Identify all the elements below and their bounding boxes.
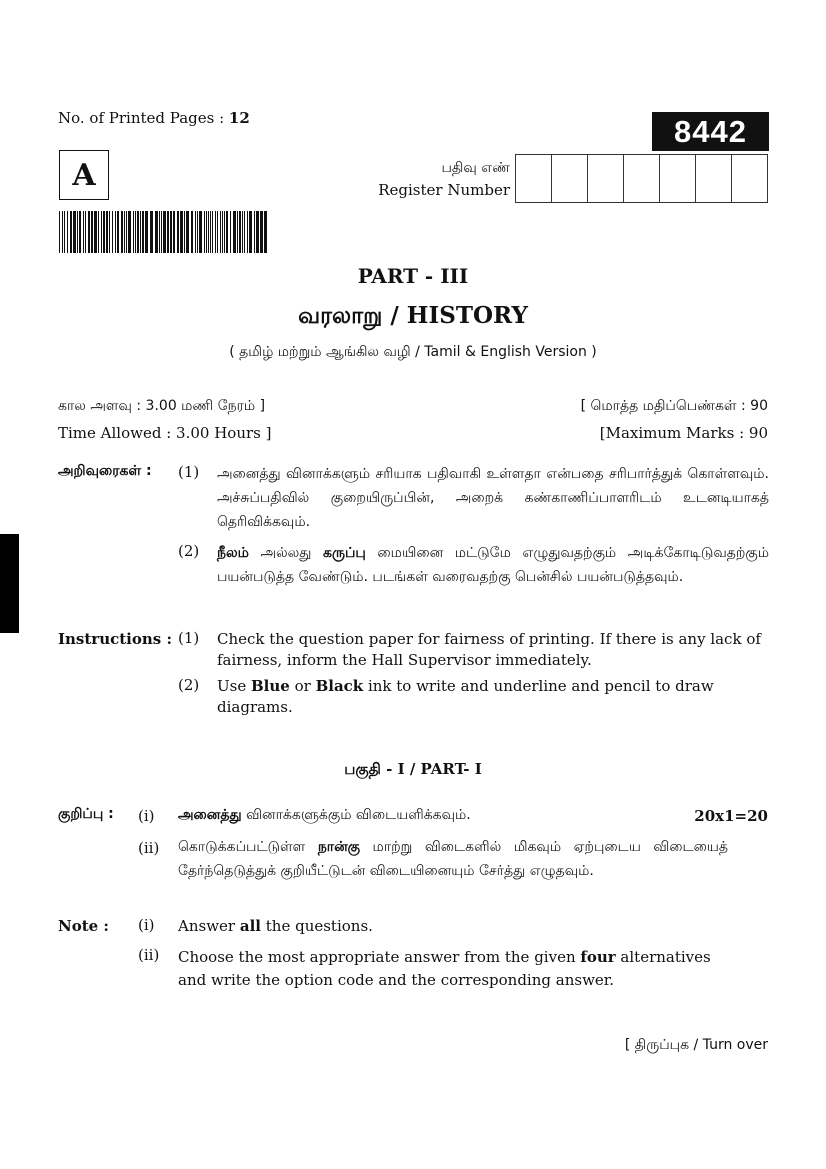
note-english-number: (ii) [138,946,160,964]
or-english: or [289,677,316,695]
or-tamil: அல்லது [248,545,324,561]
note-english-rest: the questions. [260,917,373,935]
note-english-bold: all [239,917,261,935]
note-english-number: (i) [138,916,155,934]
paper-code-badge: 8442 [652,112,769,151]
ink-blue-english: Blue [250,677,290,695]
note-tamil-number: (i) [138,807,155,825]
note-tamil-text [178,835,728,883]
note-tamil-rest: மாற்று விடைகளில் மிகவும் ஏற்புடைய விடையைத் தேர்ந்தெடுத்துக் குறியீட்டுடன் விடையினையும் சேர்த்து எழுதவும். [178,839,729,879]
printed-pages-label: No. of Printed Pages : [58,109,225,127]
register-digit-box[interactable] [516,155,552,202]
note-english-text [178,916,373,937]
register-digit-box[interactable] [732,155,767,202]
max-marks-english: [Maximum Marks : 90 [599,424,768,442]
note-english-pre: Answer [178,917,240,935]
version-line: ( தமிழ் மற்றும் ஆங்கில வழி / Tamil & English Version ) [229,344,597,360]
part-title: PART - III [357,264,469,288]
ink-blue-tamil: நீலம் [217,545,249,561]
instruction-tamil-number: (2) [178,542,200,560]
instructions-tamil-label: அறிவுரைகள் : [58,463,152,479]
ink-black-english: Black [315,677,364,695]
subject-separator: / [382,302,407,329]
note-tamil-bold: அனைத்து [178,807,242,823]
note-tamil-bold: நான்கு [317,839,361,855]
note-english-bold: four [580,948,616,966]
register-label-english: Register Number [378,181,510,199]
instruction-english-number: (2) [178,676,200,694]
register-digit-box[interactable] [552,155,588,202]
instruction-tamil-text: அனைத்து வினாக்களும் சரியாக பதிவாகி உள்ளதா என்பதை சரிபார்த்துக் கொள்ளவும். அச்சுப்பதிவில் குறையிருப்பின், அறைக் கண்காணிப்பாளரிடம் உடனடியாகத் தெரிவிக்கவும். [217,466,769,530]
note-tamil-rest: வினாக்களுக்கும் விடையளிக்கவும். [241,807,471,823]
time-allowed-tamil: கால அளவு : 3.00 மணி நேரம் ] [58,398,266,414]
marks-allocation: 20x1=20 [694,807,768,825]
note-tamil-label: குறிப்பு : [58,806,114,822]
printed-pages-value: 12 [228,109,250,127]
time-allowed-english: Time Allowed : 3.00 Hours ] [58,424,272,442]
instruction-tamil-number: (1) [178,463,200,481]
register-digit-box[interactable] [624,155,660,202]
part-one-title: பகுதி - I / PART- I [344,760,482,778]
subject-title [0,302,826,332]
barcode-image [59,211,267,253]
note-english-rest: alternatives and write the option code and the corresponding answer. [178,948,711,989]
instruction-english-text [217,676,769,718]
instructions-english-label: Instructions : [58,630,172,648]
instruction-english-pre: Use [217,677,251,695]
ink-black-tamil: கருப்பு [323,545,366,561]
instruction-english-text: Check the question paper for fairness of printing. If there is any lack of fairness, inform the Hall Supervisor immediately. [217,630,761,669]
instruction-tamil-text [217,541,769,589]
note-english-label: Note : [58,917,109,935]
note-english-pre: Choose the most appropriate answer from the given [178,948,581,966]
register-digit-box[interactable] [696,155,732,202]
subject-tamil: வரலாறு [298,303,383,329]
note-tamil-number: (ii) [138,839,160,857]
register-number-boxes[interactable] [515,154,768,203]
instruction-tamil-rest: மையினை மட்டுமே எழுதுவதற்கும் அடிக்கோடிடுவதற்கும் பயன்படுத்த வேண்டும். படங்கள் வரைவதற்கு பென்சில் பயன்படுத்தவும். [217,545,769,585]
register-digit-box[interactable] [660,155,696,202]
max-marks-tamil: [ மொத்த மதிப்பெண்கள் : 90 [580,398,768,414]
note-english-text [178,946,733,992]
register-label-tamil: பதிவு எண் [441,160,510,176]
instruction-english-rest: ink to write and underline and pencil to draw diagrams. [217,677,714,716]
printed-pages-line [58,109,250,127]
note-tamil-text [178,806,471,824]
subject-english: HISTORY [406,302,528,329]
series-letter-box: A [59,150,109,200]
turn-over-label [625,1035,768,1055]
margin-marker-bar [0,534,19,633]
turn-over-text: [ திருப்புக / Turn over [624,1037,768,1053]
note-tamil-pre: கொடுக்கப்பட்டுள்ள [178,839,318,855]
register-digit-box[interactable] [588,155,624,202]
instruction-english-number: (1) [178,629,200,647]
